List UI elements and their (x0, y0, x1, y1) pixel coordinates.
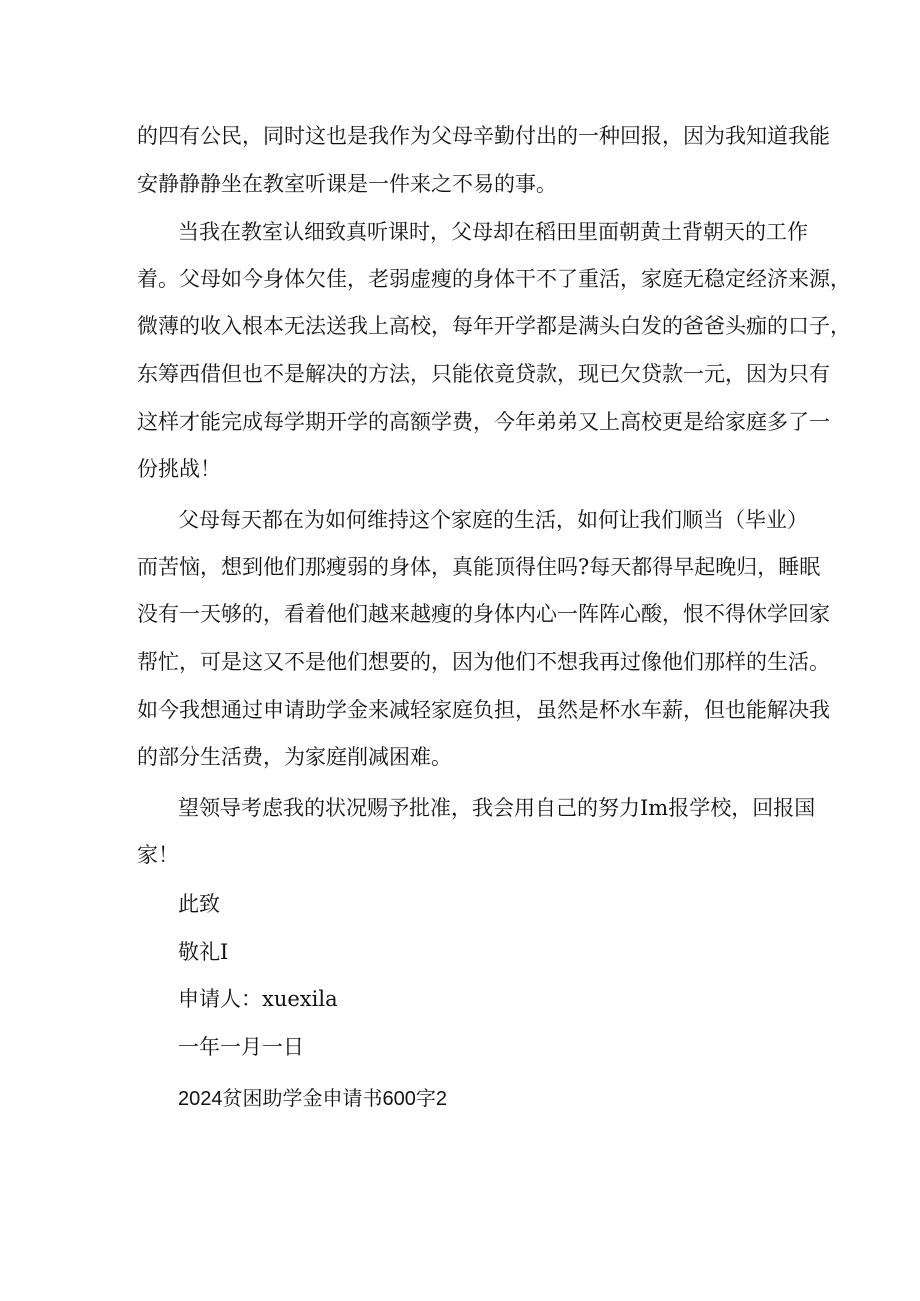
paragraph-1-line-2: 安静静静坐在教室听课是一件来之不易的事。 (137, 172, 557, 196)
paragraph-3-line-3: 没有一天够的，看着他们越来越瘦的身体内心一阵阵心酸，恨不得休学回家 (137, 602, 830, 626)
next-section-title: 2024贫困助学金申请书600字2 (178, 1088, 447, 1110)
paragraph-3-line-1: 父母每天都在为如何维持这个家庭的生活，如何让我们顺当（毕业） (178, 508, 808, 532)
paragraph-2-line-1: 当我在教室认细致真听课时，父母却在稻田里面朝黄土背朝天的工作 (178, 220, 808, 244)
closing-salutation-2: 敬礼I (178, 940, 229, 964)
closing-salutation-1: 此致 (178, 892, 220, 916)
closing-applicant: 申请人：xuexila (178, 987, 338, 1011)
paragraph-3-line-4: 帮忙，可是这又不是他们想要的，因为他们不想我再过像他们那样的生活。 (137, 650, 830, 674)
paragraph-4-line-2: 家！ (137, 843, 179, 867)
paragraph-1-line-1: 的四有公民，同时这也是我作为父母辛勤付出的一种回报，因为我知道我能 (137, 124, 830, 148)
paragraph-2-line-4: 东筹西借但也不是解决的方法，只能依竟贷款，现已欠贷款一元，因为只有 (137, 362, 830, 386)
paragraph-3-line-2: 而苦恼，想到他们那瘦弱的身体，真能顶得住吗?每天都得早起晚归，睡眠 (137, 555, 821, 579)
closing-date: 一年一月一日 (178, 1035, 304, 1059)
paragraph-2-line-6: 份挑战！ (137, 457, 221, 481)
paragraph-2-line-3: 微薄的收入根本无法送我上高校，每年开学都是满头白发的爸爸头痂的口子， (137, 314, 851, 338)
paragraph-3-line-5: 如今我想通过申请助学金来减轻家庭负担，虽然是杯水车薪，但也能解决我 (137, 698, 830, 722)
paragraph-4-line-1: 望领导考虑我的状况赐予批准，我会用自己的努力Im报学校，回报国 (178, 796, 816, 820)
paragraph-2-line-2: 着。父母如今身体欠佳，老弱虚瘦的身体干不了重活，家庭无稳定经济来源， (137, 267, 851, 291)
paragraph-3-line-6: 的部分生活费，为家庭削减困难。 (137, 745, 452, 769)
paragraph-2-line-5: 这样才能完成每学期开学的高额学费，今年弟弟又上高校更是给家庭多了一 (137, 410, 830, 434)
